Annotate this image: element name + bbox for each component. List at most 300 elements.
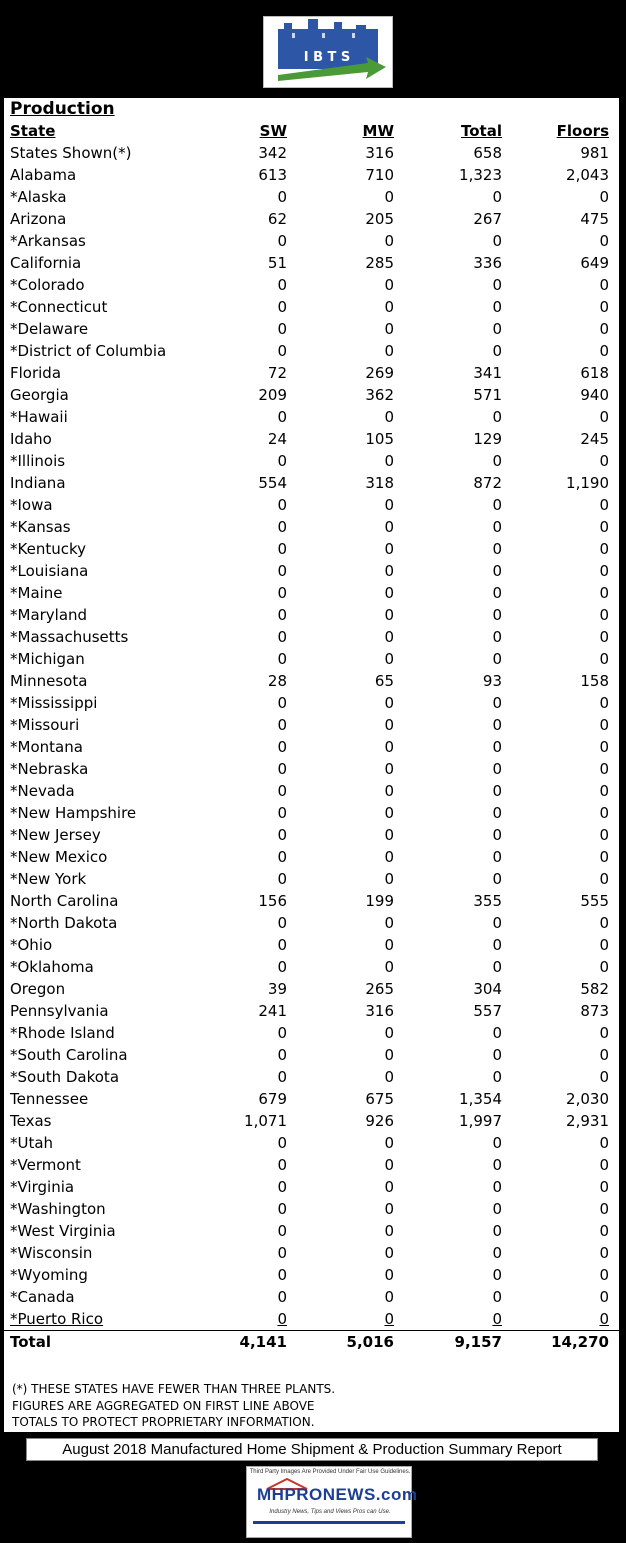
cell-sw: 0 — [277, 188, 287, 206]
cell-state: Tennessee — [10, 1090, 89, 1108]
cell-mw: 0 — [384, 1156, 394, 1174]
cell-floors: 873 — [580, 1002, 609, 1020]
table-row — [4, 362, 619, 384]
cell-total: 0 — [492, 276, 502, 294]
cell-mw: 0 — [384, 188, 394, 206]
cell-total: 0 — [492, 540, 502, 558]
cell-floors: 0 — [599, 584, 609, 602]
cell-total: 355 — [473, 892, 502, 910]
fair-use-note: Third Party Images Are Provided Under Fair Use Guidelines. — [249, 1469, 411, 1475]
table-row — [4, 1264, 619, 1286]
cell-sw: 0 — [277, 760, 287, 778]
cell-state: *Utah — [10, 1134, 54, 1152]
cell-total: 0 — [492, 650, 502, 668]
cell-sw: 0 — [277, 1156, 287, 1174]
cell-mw: 0 — [384, 518, 394, 536]
cell-state: *North Dakota — [10, 914, 118, 932]
cell-total: 0 — [492, 606, 502, 624]
cell-floors: 0 — [599, 1024, 609, 1042]
cell-sw: 0 — [277, 452, 287, 470]
cell-total: 129 — [473, 430, 502, 448]
cell-total: 0 — [492, 1156, 502, 1174]
cell-mw: 0 — [384, 1244, 394, 1262]
cell-state: *Arkansas — [10, 232, 86, 250]
cell-sw: 0 — [277, 1222, 287, 1240]
cell-sw: 0 — [277, 650, 287, 668]
cell-floors: 0 — [599, 914, 609, 932]
cell-total: 0 — [492, 232, 502, 250]
cell-total: 0 — [492, 496, 502, 514]
cell-sw: 0 — [277, 694, 287, 712]
cell-state: *South Carolina — [10, 1046, 128, 1064]
footnote: (*) THESE STATES HAVE FEWER THAN THREE PLANTS. FIGURES ARE AGGREGATED ON FIRST LINE ABOVE TOTALS TO PROTECT PROPRIETARY INFORMATION. — [12, 1382, 336, 1429]
cell-mw: 0 — [384, 584, 394, 602]
table-row — [4, 912, 619, 934]
ibts-logo-text: I B T S — [303, 50, 351, 65]
cell-floors: 245 — [580, 430, 609, 448]
cell-sw: 0 — [277, 1266, 287, 1284]
report-title-banner: August 2018 Manufactured Home Shipment & Production Summary Report — [26, 1438, 598, 1461]
cell-state: Idaho — [10, 430, 52, 448]
cell-total: 0 — [492, 1266, 502, 1284]
cell-total: 0 — [492, 738, 502, 756]
cell-mw: 0 — [384, 276, 394, 294]
total-cell-mw: 5,016 — [346, 1333, 394, 1351]
cell-state: *Alaska — [10, 188, 67, 206]
cell-state: Pennsylvania — [10, 1002, 109, 1020]
cell-sw: 679 — [258, 1090, 287, 1108]
cell-mw: 199 — [365, 892, 394, 910]
table-row — [4, 890, 619, 912]
cell-floors: 0 — [599, 188, 609, 206]
cell-mw: 0 — [384, 782, 394, 800]
cell-floors: 0 — [599, 1244, 609, 1262]
cell-floors: 0 — [599, 562, 609, 580]
cell-total: 1,354 — [459, 1090, 502, 1108]
cell-floors: 0 — [599, 342, 609, 360]
cell-total: 0 — [492, 936, 502, 954]
cell-floors: 0 — [599, 1200, 609, 1218]
cell-floors: 0 — [599, 738, 609, 756]
cell-total: 0 — [492, 452, 502, 470]
cell-state: *South Dakota — [10, 1068, 120, 1086]
cell-state: *Wyoming — [10, 1266, 88, 1284]
cell-total: 1,997 — [459, 1112, 502, 1130]
cell-mw: 0 — [384, 958, 394, 976]
cell-sw: 554 — [258, 474, 287, 492]
cell-state: *New Jersey — [10, 826, 101, 844]
cell-mw: 285 — [365, 254, 394, 272]
cell-state: *Illinois — [10, 452, 66, 470]
cell-floors: 582 — [580, 980, 609, 998]
cell-mw: 0 — [384, 1178, 394, 1196]
cell-floors: 0 — [599, 628, 609, 646]
cell-floors: 0 — [599, 870, 609, 888]
cell-sw: 0 — [277, 562, 287, 580]
cell-sw: 0 — [277, 782, 287, 800]
cell-sw: 0 — [277, 738, 287, 756]
cell-state: *Connecticut — [10, 298, 108, 316]
cell-floors: 0 — [599, 320, 609, 338]
cell-state: *Massachusetts — [10, 628, 129, 646]
cell-state: *New York — [10, 870, 87, 888]
cell-sw: 0 — [277, 826, 287, 844]
cell-mw: 0 — [384, 1200, 394, 1218]
cell-total: 0 — [492, 1310, 502, 1328]
cell-sw: 28 — [267, 672, 287, 690]
cell-floors: 1,190 — [566, 474, 609, 492]
cell-sw: 0 — [277, 1244, 287, 1262]
table-row — [4, 824, 619, 846]
cell-sw: 0 — [277, 848, 287, 866]
cell-sw: 0 — [277, 628, 287, 646]
cell-state: Oregon — [10, 980, 66, 998]
cell-mw: 0 — [384, 694, 394, 712]
cell-state: *Vermont — [10, 1156, 81, 1174]
cell-total: 0 — [492, 518, 502, 536]
cell-total: 0 — [492, 760, 502, 778]
ibts-logo-graphic — [264, 17, 392, 87]
cell-state: *Washington — [10, 1200, 106, 1218]
cell-floors: 0 — [599, 848, 609, 866]
cell-floors: 0 — [599, 408, 609, 426]
table-row — [4, 670, 619, 692]
cell-sw: 0 — [277, 1310, 287, 1328]
cell-total: 0 — [492, 320, 502, 338]
cell-mw: 0 — [384, 232, 394, 250]
cell-total: 0 — [492, 1134, 502, 1152]
cell-sw: 0 — [277, 496, 287, 514]
table-row — [4, 252, 619, 274]
cell-mw: 710 — [365, 166, 394, 184]
table-row — [4, 1088, 619, 1110]
cell-sw: 241 — [258, 1002, 287, 1020]
cell-total: 0 — [492, 1178, 502, 1196]
table-row — [4, 472, 619, 494]
cell-state: Georgia — [10, 386, 69, 404]
total-row — [4, 1330, 619, 1352]
cell-floors: 0 — [599, 540, 609, 558]
cell-state: *Nebraska — [10, 760, 89, 778]
table-row — [4, 934, 619, 956]
cell-total: 0 — [492, 562, 502, 580]
table-row — [4, 846, 619, 868]
cell-state: *Kansas — [10, 518, 71, 536]
cell-state: Indiana — [10, 474, 66, 492]
cell-mw: 0 — [384, 1068, 394, 1086]
cell-state: *Hawaii — [10, 408, 68, 426]
cell-total: 341 — [473, 364, 502, 382]
cell-state: *Louisiana — [10, 562, 89, 580]
cell-total: 0 — [492, 1046, 502, 1064]
cell-sw: 24 — [267, 430, 287, 448]
cell-mw: 316 — [365, 144, 394, 162]
cell-state: *Virginia — [10, 1178, 75, 1196]
table-row — [4, 296, 619, 318]
cell-mw: 0 — [384, 496, 394, 514]
total-cell-total: 9,157 — [454, 1333, 502, 1351]
cell-floors: 981 — [580, 144, 609, 162]
production-table-panel — [4, 98, 619, 1432]
cell-sw: 62 — [267, 210, 287, 228]
cell-total: 93 — [482, 672, 502, 690]
cell-mw: 0 — [384, 628, 394, 646]
table-row — [4, 956, 619, 978]
cell-floors: 0 — [599, 958, 609, 976]
cell-sw: 0 — [277, 606, 287, 624]
cell-sw: 342 — [258, 144, 287, 162]
cell-total: 571 — [473, 386, 502, 404]
cell-total: 0 — [492, 870, 502, 888]
cell-mw: 0 — [384, 562, 394, 580]
cell-mw: 0 — [384, 1310, 394, 1328]
table-row — [4, 736, 619, 758]
cell-floors: 0 — [599, 826, 609, 844]
cell-total: 0 — [492, 1200, 502, 1218]
cell-mw: 0 — [384, 870, 394, 888]
table-row — [4, 1308, 619, 1330]
cell-floors: 0 — [599, 1266, 609, 1284]
cell-sw: 0 — [277, 1200, 287, 1218]
cell-state: Texas — [10, 1112, 52, 1130]
cell-state: *Maryland — [10, 606, 88, 624]
cell-state: Florida — [10, 364, 62, 382]
table-row — [4, 758, 619, 780]
table-row — [4, 406, 619, 428]
table-row — [4, 384, 619, 406]
cell-state: *Canada — [10, 1288, 75, 1306]
table-row — [4, 582, 619, 604]
cell-floors: 0 — [599, 1310, 609, 1328]
cell-total: 0 — [492, 1024, 502, 1042]
cell-sw: 156 — [258, 892, 287, 910]
cell-floors: 0 — [599, 694, 609, 712]
table-row — [4, 230, 619, 252]
cell-total: 0 — [492, 804, 502, 822]
cell-mw: 0 — [384, 1266, 394, 1284]
cell-mw: 269 — [365, 364, 394, 382]
cell-mw: 0 — [384, 650, 394, 668]
table-row — [4, 1022, 619, 1044]
cell-total: 1,323 — [459, 166, 502, 184]
cell-mw: 0 — [384, 408, 394, 426]
table-row — [4, 648, 619, 670]
cell-total: 0 — [492, 716, 502, 734]
cell-total: 0 — [492, 782, 502, 800]
cell-state: *Wisconsin — [10, 1244, 93, 1262]
table-row — [4, 450, 619, 472]
cell-mw: 0 — [384, 1134, 394, 1152]
cell-mw: 0 — [384, 320, 394, 338]
cell-total: 658 — [473, 144, 502, 162]
cell-mw: 0 — [384, 1288, 394, 1306]
table-row — [4, 142, 619, 164]
cell-mw: 205 — [365, 210, 394, 228]
cell-sw: 72 — [267, 364, 287, 382]
cell-mw: 265 — [365, 980, 394, 998]
cell-floors: 0 — [599, 782, 609, 800]
cell-floors: 0 — [599, 276, 609, 294]
cell-mw: 675 — [365, 1090, 394, 1108]
cell-sw: 0 — [277, 320, 287, 338]
cell-floors: 940 — [580, 386, 609, 404]
cell-mw: 318 — [365, 474, 394, 492]
cell-sw: 0 — [277, 936, 287, 954]
cell-sw: 0 — [277, 540, 287, 558]
section-heading: Production — [10, 99, 115, 119]
cell-sw: 0 — [277, 584, 287, 602]
cell-state: Minnesota — [10, 672, 88, 690]
cell-sw: 0 — [277, 232, 287, 250]
col-header-floors: Floors — [556, 122, 609, 140]
table-row — [4, 1110, 619, 1132]
cell-floors: 0 — [599, 606, 609, 624]
total-cell-floors: 14,270 — [551, 1333, 609, 1351]
cell-total: 557 — [473, 1002, 502, 1020]
table-row — [4, 494, 619, 516]
cell-state: *Michigan — [10, 650, 85, 668]
cell-state: *New Mexico — [10, 848, 108, 866]
cell-total: 0 — [492, 1244, 502, 1262]
table-row — [4, 516, 619, 538]
cell-mw: 0 — [384, 1222, 394, 1240]
cell-floors: 0 — [599, 1068, 609, 1086]
cell-floors: 0 — [599, 936, 609, 954]
table-row — [4, 626, 619, 648]
cell-mw: 0 — [384, 804, 394, 822]
table-row — [4, 692, 619, 714]
cell-sw: 0 — [277, 1068, 287, 1086]
cell-state: North Carolina — [10, 892, 119, 910]
cell-total: 336 — [473, 254, 502, 272]
cell-floors: 0 — [599, 804, 609, 822]
cell-sw: 0 — [277, 804, 287, 822]
cell-sw: 0 — [277, 1024, 287, 1042]
cell-sw: 0 — [277, 914, 287, 932]
cell-floors: 618 — [580, 364, 609, 382]
cell-state: *Iowa — [10, 496, 53, 514]
cell-floors: 555 — [580, 892, 609, 910]
cell-total: 0 — [492, 1288, 502, 1306]
cell-mw: 0 — [384, 1024, 394, 1042]
col-header-state: State — [10, 122, 56, 140]
cell-floors: 0 — [599, 496, 609, 514]
cell-mw: 0 — [384, 826, 394, 844]
cell-state: California — [10, 254, 82, 272]
cell-floors: 0 — [599, 1178, 609, 1196]
cell-sw: 0 — [277, 276, 287, 294]
cell-total: 0 — [492, 958, 502, 976]
cell-state: *Puerto Rico — [10, 1310, 104, 1328]
cell-floors: 0 — [599, 650, 609, 668]
cell-sw: 0 — [277, 298, 287, 316]
cell-sw: 0 — [277, 408, 287, 426]
cell-floors: 0 — [599, 518, 609, 536]
table-row — [4, 868, 619, 890]
cell-state: *Oklahoma — [10, 958, 94, 976]
table-row — [4, 1198, 619, 1220]
col-header-sw: SW — [259, 122, 287, 140]
cell-mw: 362 — [365, 386, 394, 404]
cell-total: 0 — [492, 694, 502, 712]
mhpronews-wordmark: MHPRONEWS.com — [257, 1485, 418, 1504]
cell-state: States Shown(*) — [10, 144, 132, 162]
cell-total: 0 — [492, 584, 502, 602]
cell-floors: 0 — [599, 1134, 609, 1152]
cell-total: 0 — [492, 1068, 502, 1086]
cell-mw: 0 — [384, 716, 394, 734]
cell-state: *Mississippi — [10, 694, 98, 712]
ibts-logo — [263, 16, 393, 88]
cell-floors: 649 — [580, 254, 609, 272]
cell-state: *New Hampshire — [10, 804, 137, 822]
cell-state: Alabama — [10, 166, 77, 184]
cell-state: *Montana — [10, 738, 83, 756]
cell-mw: 0 — [384, 540, 394, 558]
table-row — [4, 714, 619, 736]
cell-state: *Maine — [10, 584, 63, 602]
cell-state: *Nevada — [10, 782, 75, 800]
cell-state: *Missouri — [10, 716, 80, 734]
cell-floors: 0 — [599, 1288, 609, 1306]
table-row — [4, 208, 619, 230]
cell-floors: 0 — [599, 716, 609, 734]
table-row — [4, 1000, 619, 1022]
cell-sw: 0 — [277, 870, 287, 888]
table-row — [4, 1154, 619, 1176]
cell-total: 267 — [473, 210, 502, 228]
cell-sw: 39 — [267, 980, 287, 998]
cell-mw: 0 — [384, 342, 394, 360]
cell-sw: 0 — [277, 1288, 287, 1306]
cell-floors: 475 — [580, 210, 609, 228]
table-row — [4, 560, 619, 582]
cell-sw: 0 — [277, 518, 287, 536]
cell-total: 0 — [492, 628, 502, 646]
cell-floors: 2,043 — [566, 166, 609, 184]
cell-sw: 0 — [277, 1046, 287, 1064]
table-row — [4, 538, 619, 560]
cell-floors: 2,030 — [566, 1090, 609, 1108]
cell-state: *Rhode Island — [10, 1024, 115, 1042]
cell-mw: 0 — [384, 298, 394, 316]
cell-total: 0 — [492, 188, 502, 206]
cell-sw: 51 — [267, 254, 287, 272]
cell-total: 304 — [473, 980, 502, 998]
table-row — [4, 274, 619, 296]
cell-total: 0 — [492, 408, 502, 426]
table-row — [4, 978, 619, 1000]
table-header-row — [4, 120, 619, 142]
col-header-mw: MW — [362, 122, 394, 140]
cell-mw: 0 — [384, 936, 394, 954]
mhpronews-tagline: Industry News, Tips and Views Pros can Use. — [269, 1509, 391, 1515]
table-row — [4, 1220, 619, 1242]
cell-mw: 0 — [384, 606, 394, 624]
cell-total: 0 — [492, 826, 502, 844]
table-row — [4, 428, 619, 450]
cell-mw: 0 — [384, 914, 394, 932]
total-cell-sw: 4,141 — [239, 1333, 287, 1351]
cell-total: 0 — [492, 1222, 502, 1240]
cell-mw: 926 — [365, 1112, 394, 1130]
cell-state: *Colorado — [10, 276, 85, 294]
cell-floors: 0 — [599, 232, 609, 250]
cell-mw: 0 — [384, 848, 394, 866]
cell-total: 0 — [492, 298, 502, 316]
cell-sw: 0 — [277, 1178, 287, 1196]
table-row — [4, 1286, 619, 1308]
